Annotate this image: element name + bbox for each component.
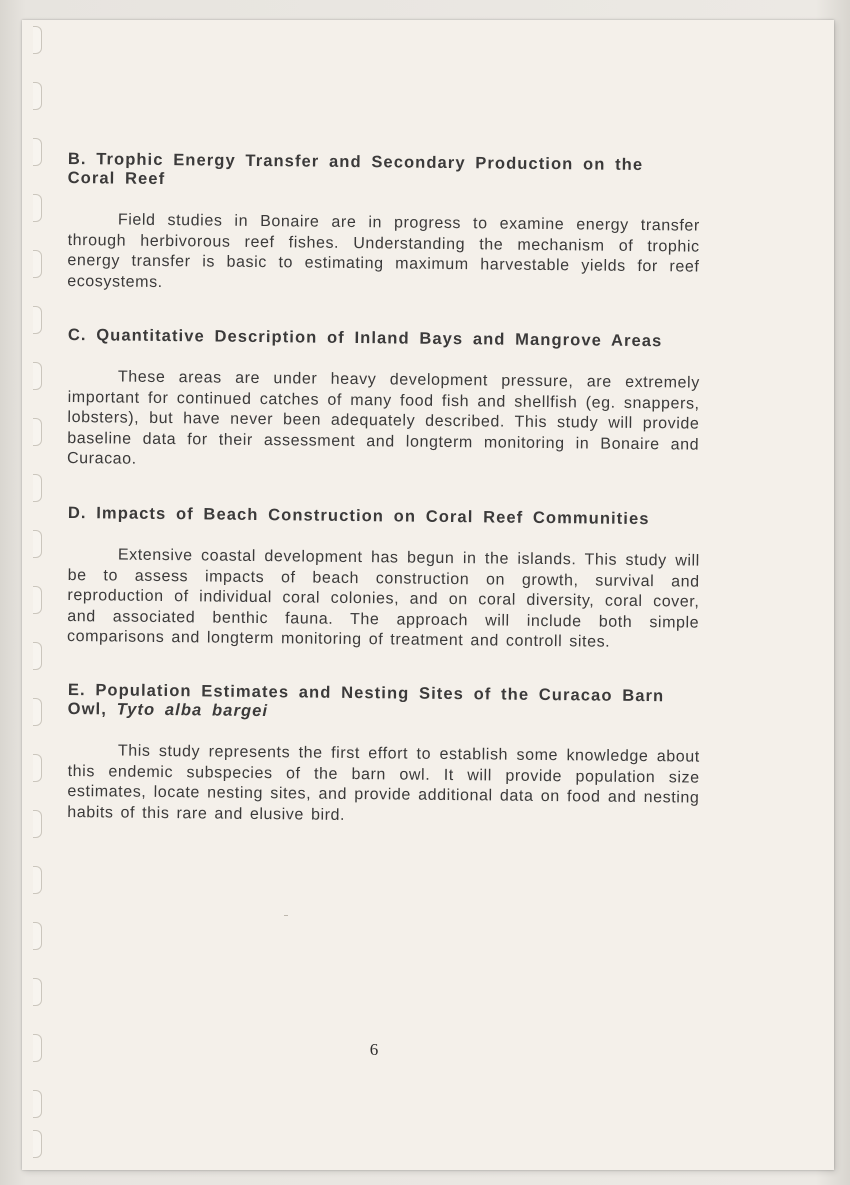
paper-sheet (22, 20, 834, 1170)
section-e (68, 681, 700, 823)
section-c-heading: C. Quantitative Description of Inland Bays and Mangrove Areas (67, 326, 663, 351)
section-e-heading-text: E. Population Estimates and Nesting Sites of the Curacao Barn Owl, (67, 681, 665, 719)
section-d-paragraph: Extensive coastal development has begun in the islands. This study will be to assess impacts of beach construction on growth, survival and reproduction of individual coral colonies, and on coral diversity, coral cover, and associated benthic fauna. The approach will include both simple comparisons and longterm monitoring of treatment and controll sites. (66, 546, 700, 651)
section-d-heading: D. Impacts of Beach Construction on Coral Reef Communities (67, 503, 650, 528)
section-b-paragraph: Field studies in Bonaire are in progress to examine energy transfer through herbivorous reef fishes. Understanding the mechanism of trophic energy transfer is basic to estimating maximum harvestable yields for reef ecosystems. (67, 211, 700, 291)
section-e-heading (68, 681, 700, 726)
page-number: 6 (369, 1040, 379, 1059)
species-name: Tyto alba bargei (116, 700, 269, 721)
section-b-heading: B. Trophic Energy Transfer and Secondary Production on the Coral Reef (67, 150, 644, 189)
section-e-paragraph: This study represents the first effort to establish some knowledge about this endemic subspecies of the barn owl. It will provide population size estimates, locate nesting sites, and provide additional data on food and nesting habits of this rare and elusive bird. (67, 742, 700, 824)
section-c (68, 326, 700, 470)
comb-binding (22, 20, 48, 1170)
section-c-paragraph: These areas are under heavy development pressure, are extremely important for continued catches of many food fish and shellfish (eg. snappers, lobsters), but have never been adequately described. This study will provide baseline data for their assessment and longterm monitoring in Bonaire and Curacao. (66, 368, 700, 468)
section-b (68, 150, 700, 292)
section-d (66, 503, 700, 651)
paper-fleck (284, 915, 288, 916)
document-body (68, 150, 700, 857)
